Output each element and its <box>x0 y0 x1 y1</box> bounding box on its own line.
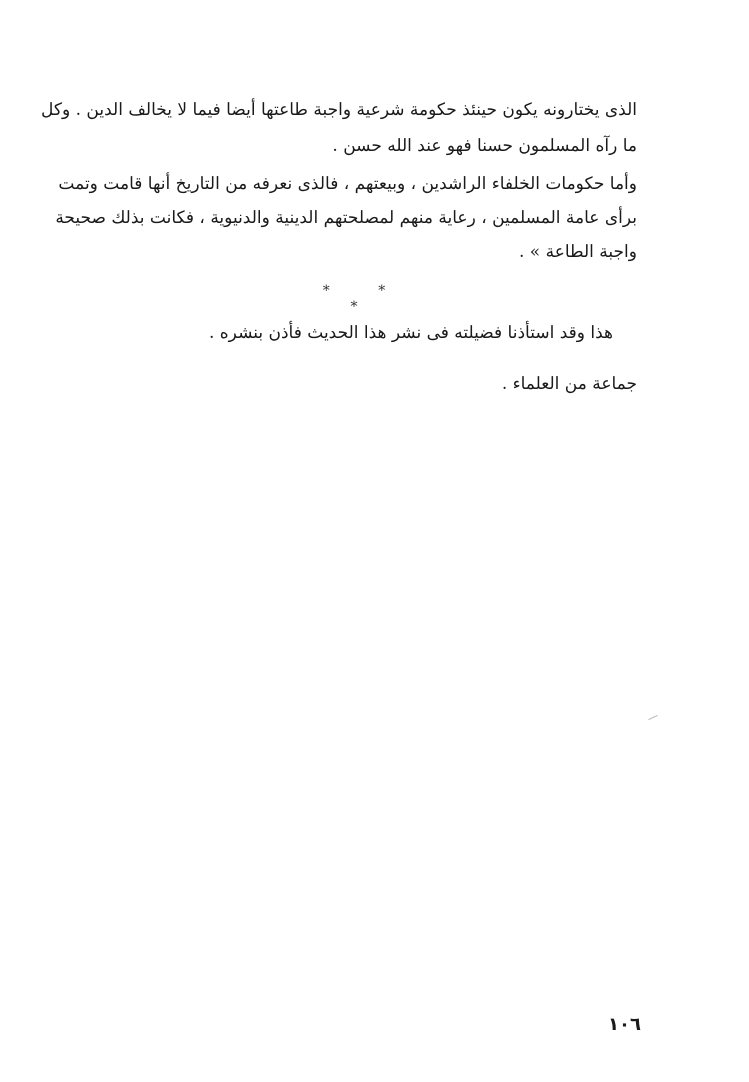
paragraph-2-line-2: برأى عامة المسلمين ، رعاية منهم لمصلحتهم الدينية والدنيوية ، فكانت بذلك صحيحة <box>55 208 637 228</box>
section-separator: * * * <box>322 283 408 315</box>
page-number: ١٠٦ <box>608 1014 641 1035</box>
signature: جماعة من العلماء . <box>501 374 637 394</box>
scan-speck <box>648 715 657 720</box>
paragraph-3: هذا وقد استأذنا فضيلته فى نشر هذا الحديث فأذن بنشره . <box>208 323 613 343</box>
paragraph-1-line-1: الذى يختارونه يكون حينئذ حكومة شرعية واجبة طاعتها أيضا فيما لا يخالف الدين . وكل <box>41 100 637 120</box>
paragraph-2-line-1: وأما حكومات الخلفاء الراشدين ، وبيعتهم ، فالذى نعرفه من التاريخ أنها قامت وتمت <box>58 174 637 194</box>
paragraph-1-line-2: ما رآه المسلمون حسنا فهو عند الله حسن . <box>332 136 637 156</box>
paragraph-2-line-3: واجبة الطاعة » . <box>519 242 637 262</box>
